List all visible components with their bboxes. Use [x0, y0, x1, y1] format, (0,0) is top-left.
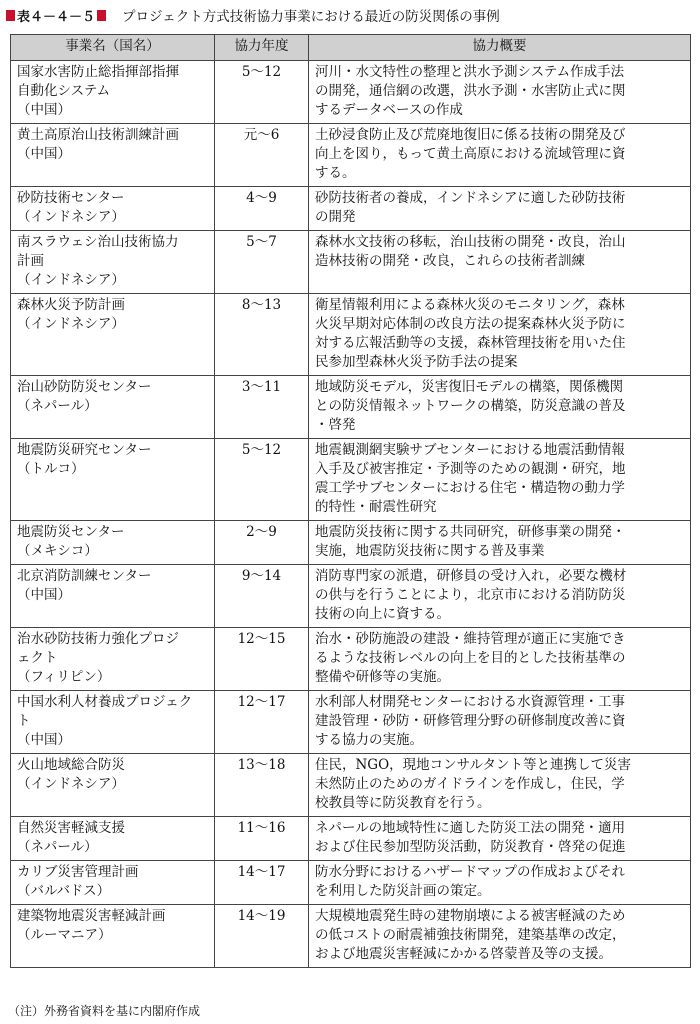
summary-line: 未然防止のためのガイドラインを作成し，住民，学: [315, 776, 625, 792]
table-row: [11, 187, 691, 231]
cooperation-summary-cell: [309, 124, 691, 187]
cooperation-summary-cell: [309, 861, 691, 905]
project-name-line: ト: [17, 713, 31, 729]
summary-line: および住民参加型防災活動，防災教育・啓発の促進: [315, 839, 626, 855]
cooperation-summary-cell: [309, 231, 691, 294]
project-name-cell: [11, 187, 215, 231]
project-name-line: 治山砂防防災センター: [17, 379, 152, 395]
summary-line: の開発: [315, 209, 356, 225]
summary-line: 向上を図り，もって黄土高原における流域管理に資: [315, 146, 626, 162]
table-row: [11, 231, 691, 294]
table-row: [11, 565, 691, 628]
cooperation-years-cell: 5～12: [215, 61, 309, 124]
project-name-cell: [11, 231, 215, 294]
summary-line: 衛星情報利用による森林火災のモニタリング，森林: [315, 297, 625, 313]
cooperation-summary-cell: [309, 817, 691, 861]
project-name-line: （インドネシア）: [17, 776, 125, 792]
table-row: [11, 628, 691, 691]
summary-line: 実施，地震防災技術に関する普及事業: [315, 543, 545, 559]
cooperation-summary-cell: [309, 439, 691, 521]
cooperation-summary-cell: [309, 628, 691, 691]
project-name-line: 建築物地震災害軽減計画: [17, 908, 166, 924]
cooperation-summary-cell: [309, 187, 691, 231]
summary-line: 的特性・耐震性研究: [315, 499, 437, 515]
cooperation-years-cell: 4～9: [215, 187, 309, 231]
table-row: [11, 521, 691, 565]
summary-line: 校教員等に防災教育を行う。: [315, 795, 491, 811]
summary-line: 住民，NGO，現地コンサルタント等と連携して災害: [315, 757, 631, 773]
project-name-line: 火山地域総合防災: [17, 757, 125, 773]
project-name-line: 南スラウェシ治山技術協力: [17, 234, 179, 250]
summary-line: 技術の向上に資する。: [315, 606, 450, 622]
cooperation-years-cell: 9～14: [215, 565, 309, 628]
cooperation-years-cell: 14～17: [215, 861, 309, 905]
cooperation-years-cell: 3～11: [215, 376, 309, 439]
project-name-line: （インドネシア）: [17, 316, 125, 332]
summary-line: 森林水文技術の移転，治山技術の開発・改良，治山: [315, 234, 626, 250]
summary-line: 整備や研修等の実施。: [315, 669, 450, 685]
table-row: [11, 691, 691, 754]
cooperation-years-cell: 14～19: [215, 905, 309, 968]
project-name-line: 北京消防訓練センター: [17, 568, 152, 584]
table-row: [11, 861, 691, 905]
table-row: [11, 905, 691, 968]
table-caption: プロジェクト方式技術協力事業における最近の防災関係の事例: [122, 9, 500, 25]
project-name-cell: [11, 628, 215, 691]
project-name-line: 地震防災センター: [17, 524, 125, 540]
source-note: （注）外務省資料を基に内閣府作成: [8, 1004, 201, 1018]
project-name-line: 計画: [17, 253, 44, 269]
project-name-cell: [11, 565, 215, 628]
header-summary: 協力概要: [309, 35, 691, 61]
project-name-cell: [11, 817, 215, 861]
project-name-line: （中国）: [17, 732, 71, 748]
project-name-cell: [11, 905, 215, 968]
header-years: 協力年度: [215, 35, 309, 61]
summary-line: する。: [315, 165, 356, 181]
project-name-line: （インドネシア）: [17, 209, 125, 225]
project-name-line: （中国）: [17, 102, 71, 118]
project-name-cell: [11, 61, 215, 124]
summary-line: 地震観測網実験サブセンターにおける地震活動情報: [315, 442, 625, 458]
summary-line: 土砂浸食防止及び荒廃地復旧に係る技術の開発及び: [315, 127, 626, 143]
cooperation-summary-cell: [309, 691, 691, 754]
summary-line: の供与を行うことにより，北京市における消防防災: [315, 587, 626, 603]
project-name-line: （フィリピン）: [17, 669, 111, 685]
project-name-line: ェクト: [17, 650, 58, 666]
project-name-line: （中国）: [17, 146, 71, 162]
project-name-cell: [11, 376, 215, 439]
table-row: [11, 376, 691, 439]
cooperation-years-cell: 元～6: [215, 124, 309, 187]
summary-line: 地震防災技術に関する共同研究，研修事業の開発・: [315, 524, 626, 540]
cooperation-summary-cell: [309, 754, 691, 817]
cooperation-years-cell: 13～18: [215, 754, 309, 817]
project-name-line: 黄土高原治山技術訓練計画: [17, 127, 179, 143]
project-name-cell: [11, 124, 215, 187]
project-name-line: （ネパール）: [17, 839, 98, 855]
table-title: [6, 4, 500, 26]
project-name-line: （ネパール）: [17, 398, 98, 414]
project-name-cell: [11, 754, 215, 817]
project-name-cell: [11, 861, 215, 905]
project-name-line: 森林火災予防計画: [17, 297, 125, 313]
project-name-line: 国家水害防止総指揮部指揮: [17, 64, 179, 80]
table-row: [11, 439, 691, 521]
cooperation-summary-cell: [309, 294, 691, 376]
project-name-line: 自然災害軽減支援: [17, 820, 125, 836]
project-name-line: （インドネシア）: [17, 272, 125, 288]
cooperation-summary-cell: [309, 905, 691, 968]
project-name-line: 治水砂防技術力強化プロジ: [17, 631, 179, 647]
summary-line: の低コストの耐震補強技術開発，建築基準の改定，: [315, 927, 626, 943]
summary-line: 水利部人材開発センターにおける水資源管理・工事: [315, 694, 625, 710]
project-name-cell: [11, 521, 215, 565]
cooperation-years-cell: 8～13: [215, 294, 309, 376]
project-name-cell: [11, 439, 215, 521]
summary-line: るような技術レベルの向上を目的とした技術基準の: [315, 650, 626, 666]
summary-line: 震工学サブセンターにおける住宅・構造物の動力学: [315, 480, 625, 496]
summary-line: 治水・砂防施設の建設・維持管理が適正に実施でき: [315, 631, 626, 647]
project-name-line: 地震防災研究センター: [17, 442, 152, 458]
cooperation-years-cell: 11～16: [215, 817, 309, 861]
summary-line: 造林技術の開発・改良，これらの技術者訓練: [315, 253, 585, 269]
summary-line: ネパールの地域特性に適した防災工法の開発・適用: [315, 820, 626, 836]
cooperation-summary-cell: [309, 376, 691, 439]
project-name-line: 中国水利人材養成プロジェク: [17, 694, 193, 710]
disaster-projects-table: [10, 34, 691, 968]
summary-line: 河川・水文特性の整理と洪水予測システム作成手法: [315, 64, 625, 80]
cooperation-years-cell: 5～12: [215, 439, 309, 521]
project-name-line: （トルコ）: [17, 461, 85, 477]
table-row: [11, 61, 691, 124]
summary-line: するデータベースの作成: [315, 102, 463, 118]
project-name-cell: [11, 294, 215, 376]
project-name-line: 自動化システム: [17, 83, 111, 99]
cooperation-summary-cell: [309, 521, 691, 565]
table-number: 表４－４－５: [17, 9, 96, 25]
project-name-line: カリブ災害管理計画: [17, 864, 139, 880]
project-name-line: （バルバドス）: [17, 883, 111, 899]
summary-line: との防災情報ネットワークの構築，防災意識の普及: [315, 398, 626, 414]
title-marker-left: [6, 10, 15, 21]
summary-line: 地域防災モデル，災害復旧モデルの構築，関係機関: [315, 379, 624, 395]
table-row: [11, 294, 691, 376]
summary-line: を利用した防災計画の策定。: [315, 883, 491, 899]
cooperation-summary-cell: [309, 565, 691, 628]
table-row: [11, 124, 691, 187]
table-row: [11, 817, 691, 861]
table-row: [11, 754, 691, 817]
project-name-line: 砂防技術センター: [17, 190, 125, 206]
summary-line: ・啓発: [315, 417, 356, 433]
summary-line: 大規模地震発生時の建物崩壊による被害軽減のため: [315, 908, 626, 924]
cooperation-years-cell: 5～7: [215, 231, 309, 294]
summary-line: する協力の実施。: [315, 732, 423, 748]
summary-line: 消防専門家の派遣，研修員の受け入れ，必要な機材: [315, 568, 627, 584]
summary-line: 建設管理・砂防・研修管理分野の研修制度改善に資: [315, 713, 626, 729]
title-marker-right: [97, 10, 106, 21]
project-name-line: （メキシコ）: [17, 543, 98, 559]
cooperation-years-cell: 12～15: [215, 628, 309, 691]
summary-line: 民参加型森林火災予防手法の提案: [315, 354, 518, 370]
header-row: [11, 35, 691, 61]
project-name-line: （中国）: [17, 587, 71, 603]
cooperation-years-cell: 12～17: [215, 691, 309, 754]
summary-line: 防水分野におけるハザードマップの作成およびそれ: [315, 864, 625, 880]
summary-line: および地震災害軽減にかかる啓蒙普及等の支援。: [315, 946, 612, 962]
cooperation-summary-cell: [309, 61, 691, 124]
summary-line: 入手及び被害推定・予測等のための観測・研究，地: [315, 461, 626, 477]
summary-line: 火災早期対応体制の改良方法の提案森林火災予防に: [315, 316, 626, 332]
summary-line: 対する広報活動等の支援，森林管理技術を用いた住: [315, 335, 626, 351]
project-name-cell: [11, 691, 215, 754]
summary-line: 砂防技術者の養成，インドネシアに適した砂防技術: [315, 190, 626, 206]
header-project-name: 事業名（国名）: [11, 35, 215, 61]
summary-line: の開発，通信網の改選，洪水予測・水害防止式に関: [315, 83, 626, 99]
cooperation-years-cell: 2～9: [215, 521, 309, 565]
project-name-line: （ルーマニア）: [17, 927, 112, 943]
